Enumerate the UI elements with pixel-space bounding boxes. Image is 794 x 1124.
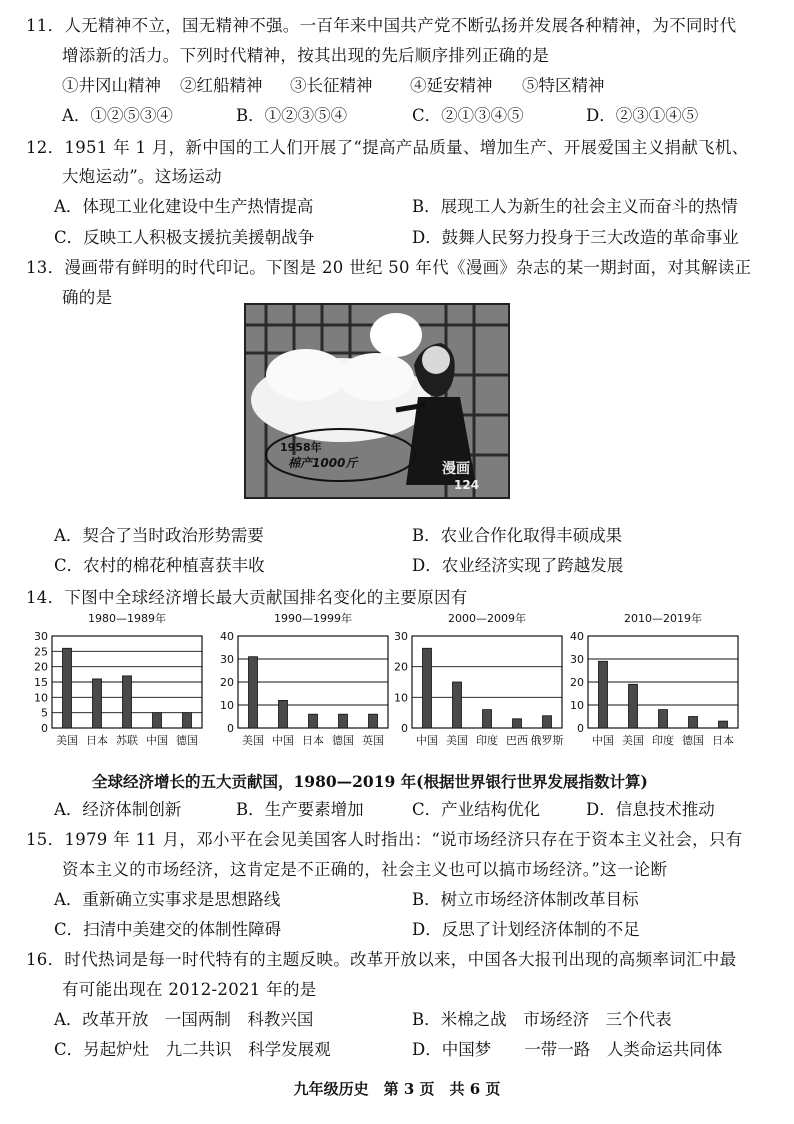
y-tick-label: 0: [577, 722, 584, 735]
q15-option-b: B．树立市场经济体制改革目标: [412, 890, 639, 909]
y-tick-label: 15: [34, 676, 48, 689]
y-tick-label: 10: [34, 691, 48, 705]
chart-title: 1980—1989年: [88, 612, 166, 625]
x-tick-label: 德国: [332, 734, 354, 747]
q13-option-c: C．农村的棉花种植喜获丰收: [54, 556, 265, 575]
q11-item-5: ⑤特区精神: [522, 76, 605, 95]
y-tick-label: 10: [220, 699, 234, 712]
chart-1990-1999: [216, 610, 392, 760]
bar: [629, 684, 638, 728]
bar: [123, 676, 132, 728]
bar: [63, 648, 72, 728]
bar: [543, 716, 552, 728]
y-tick-label: 30: [570, 653, 584, 666]
chart-title: 2000—2009年: [448, 612, 526, 625]
x-tick-label: 中国: [592, 734, 614, 747]
q13-stem-line2: 确的是: [62, 288, 113, 307]
q12-option-d: D．鼓舞人民努力投身于三大改造的革命事业: [412, 228, 739, 247]
y-tick-label: 20: [394, 660, 408, 674]
y-tick-label: 20: [34, 660, 48, 674]
q12-option-a: A．体现工业化建设中生产热情提高: [54, 197, 314, 216]
chart-svg: [566, 610, 742, 760]
chart-svg: [390, 610, 566, 760]
bar: [153, 713, 162, 728]
y-tick-label: 0: [227, 722, 234, 735]
q14-option-d: D．信息技术推动: [586, 800, 715, 819]
q11-item-2: ②红船精神: [180, 76, 263, 95]
bar: [599, 661, 608, 728]
x-tick-label: 美国: [446, 734, 468, 747]
y-tick-label: 20: [570, 676, 584, 689]
q16-stem-line2: 有可能出现在 2012-2021 年的是: [62, 980, 317, 999]
q14-option-c: C．产业结构优化: [412, 800, 541, 819]
x-tick-label: 德国: [176, 734, 198, 747]
bar: [339, 714, 348, 728]
chart-2010-2019: [566, 610, 742, 760]
x-tick-label: 美国: [56, 734, 78, 747]
x-tick-label: 印度: [652, 734, 674, 747]
page-footer: 九年级历史 第 3 页 共 6 页: [293, 1080, 501, 1098]
q14-option-a: A．经济体制创新: [54, 800, 182, 819]
q12-option-c: C．反映工人积极支援抗美援朝战争: [54, 228, 315, 247]
chart-title: 2010—2019年: [624, 612, 702, 625]
q16-option-b: B．米棉之战 市场经济 三个代表: [412, 1010, 672, 1029]
chart-1980-1989: [30, 610, 206, 760]
bar: [483, 710, 492, 728]
chart-caption: 全球经济增长的五大贡献国，1980—2019 年(根据世界银行世界发展指数计算): [92, 772, 648, 791]
chart-title: 1990—1999年: [274, 612, 352, 625]
q16-option-a: A．改革开放 一国两制 科教兴国: [54, 1010, 314, 1029]
q11-item-3: ③长征精神: [290, 76, 373, 95]
q11-item-4: ④延安精神: [410, 76, 493, 95]
bar: [423, 648, 432, 728]
bar: [689, 717, 698, 729]
manhua-magazine-cover-image: [244, 303, 510, 499]
y-tick-label: 30: [34, 630, 48, 643]
x-tick-label: 日本: [712, 734, 734, 747]
x-tick-label: 日本: [86, 734, 108, 747]
x-tick-label: 中国: [416, 734, 438, 747]
y-tick-label: 25: [34, 645, 48, 659]
q11-option-b: B．①②③⑤④: [236, 106, 348, 125]
q11-option-d: D．②③①④⑤: [586, 106, 699, 125]
y-tick-label: 30: [220, 653, 234, 666]
q11-item-1: ①井冈山精神: [62, 76, 161, 95]
x-tick-label: 中国: [272, 734, 294, 747]
y-tick-label: 40: [220, 630, 234, 643]
q15-option-c: C．扫清中美建交的体制性障碍: [54, 920, 282, 939]
x-tick-label: 苏联: [116, 734, 138, 747]
cartoon-issue-number: 124: [454, 478, 480, 492]
q13-option-b: B．农业合作化取得丰硕成果: [412, 526, 623, 545]
q14-stem: 14．下图中全球经济增长最大贡献国排名变化的主要原因有: [26, 588, 468, 607]
y-tick-label: 5: [41, 706, 48, 720]
x-tick-label: 中国: [146, 734, 168, 747]
bar: [719, 721, 728, 728]
bar: [513, 719, 522, 728]
q15-stem-line1: 15．1979 年 11 月，邓小平在会见美国客人时指出：“说市场经济只存在于资本主义社会，只有: [26, 830, 743, 849]
q12-option-b: B．展现工人为新生的社会主义而奋斗的热情: [412, 197, 738, 216]
q11-stem-line1: 11．人无精神不立，国无精神不强。一百年来中国共产党不断弘扬并发展各种精神，为不同时代: [26, 16, 737, 35]
q16-option-c: C．另起炉灶 九二共识 科学发展观: [54, 1040, 331, 1059]
bar: [93, 679, 102, 728]
q15-option-a: A．重新确立实事求是思想路线: [54, 890, 281, 909]
q11-option-c: C．②①③④⑤: [412, 106, 524, 125]
x-tick-label: 美国: [622, 734, 644, 747]
q14-option-b: B．生产要素增加: [236, 800, 364, 819]
q15-stem-line2: 资本主义的市场经济，这肯定是不正确的，社会主义也可以搞市场经济。”这一论断: [62, 860, 668, 879]
q16-option-d: D．中国梦 一带一路 人类命运共同体: [412, 1040, 723, 1059]
q12-stem-line1: 12．1951 年 1 月，新中国的工人们开展了“提高产品质量、增加生产、开展爱国主义捐献飞机、: [26, 138, 749, 157]
y-tick-label: 10: [394, 691, 408, 705]
bar: [659, 710, 668, 728]
x-tick-label: 俄罗斯: [530, 734, 564, 747]
q11-option-a: A．①②⑤③④: [62, 106, 173, 125]
y-tick-label: 0: [41, 722, 48, 735]
q13-option-d: D．农业经济实现了跨越发展: [412, 556, 624, 575]
y-tick-label: 40: [570, 630, 584, 643]
q13-option-a: A．契合了当时政治形势需要: [54, 526, 264, 545]
cartoon-yield-text: 棉产1000斤: [288, 456, 358, 470]
bar: [309, 714, 318, 728]
cartoon-year-text: 1958年: [280, 441, 322, 454]
q15-option-d: D．反思了计划经济体制的不足: [412, 920, 640, 939]
chart-svg: [216, 610, 392, 760]
y-tick-label: 0: [401, 722, 408, 735]
cartoon-magazine-name: 漫画: [442, 461, 470, 477]
q11-stem-line2: 增添新的活力。下列时代精神，按其出现的先后顺序排列正确的是: [62, 46, 550, 65]
x-tick-label: 日本: [302, 734, 324, 747]
bar: [369, 714, 378, 728]
x-tick-label: 美国: [242, 734, 264, 747]
x-tick-label: 巴西: [506, 734, 528, 747]
chart-svg: [30, 610, 206, 760]
chart-2000-2009: [390, 610, 566, 760]
q16-stem-line1: 16．时代热词是每一时代特有的主题反映。改革开放以来，中国各大报刊出现的高频率词汇中最: [26, 950, 737, 969]
x-tick-label: 印度: [476, 734, 498, 747]
bar: [453, 682, 462, 728]
q13-stem-line1: 13．漫画带有鲜明的时代印记。下图是 20 世纪 50 年代《漫画》杂志的某一期封面，对其解读正: [26, 258, 752, 277]
y-tick-label: 10: [570, 699, 584, 712]
x-tick-label: 德国: [682, 734, 704, 747]
y-tick-label: 20: [220, 676, 234, 689]
bar: [183, 713, 192, 728]
q12-stem-line2: 大炮运动”。这场运动: [62, 167, 222, 186]
y-tick-label: 30: [394, 630, 408, 643]
bar: [279, 700, 288, 728]
bar: [249, 657, 258, 728]
x-tick-label: 英国: [362, 734, 384, 747]
